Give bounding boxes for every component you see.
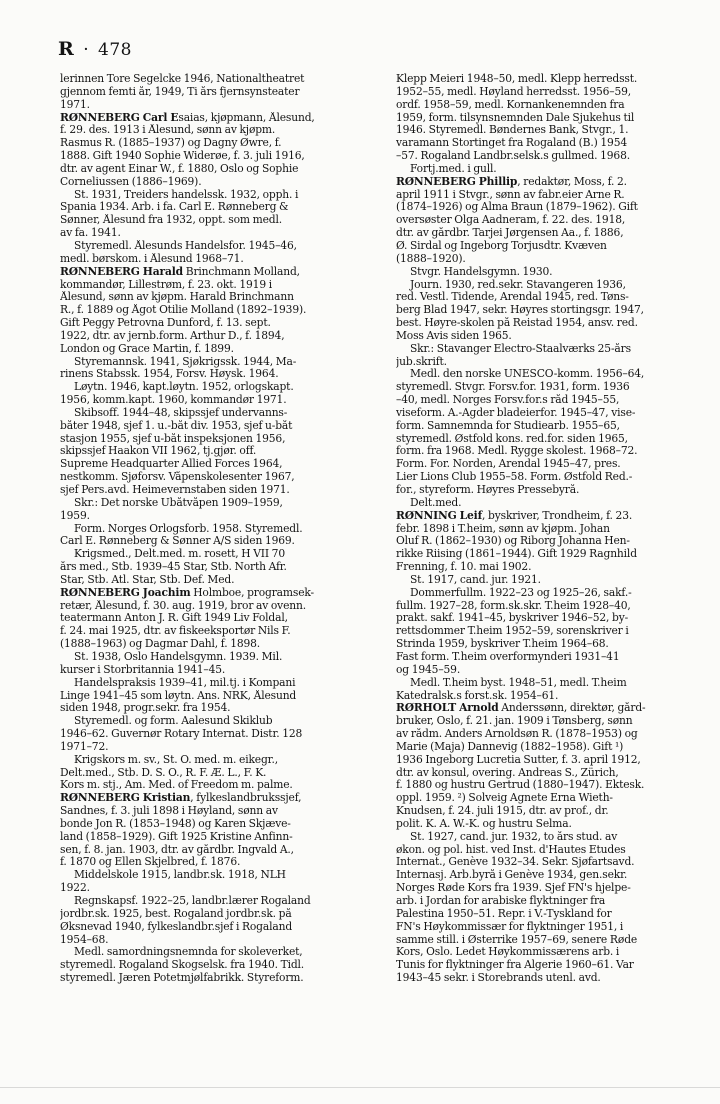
text-line bbox=[60, 150, 352, 163]
text-line bbox=[60, 433, 352, 446]
line-text: lerinnen Tore Segelcke 1946, Nationaltheatret bbox=[60, 73, 305, 85]
line-text: dtr. av konsul, overing. Andreas S., Zürich, bbox=[396, 766, 619, 779]
line-text: Rasmus R. (1885–1937) og Dagny Øwre, f. bbox=[60, 137, 282, 150]
text-line bbox=[396, 638, 688, 651]
line-text: styremedl. Rogaland Skogselsk. fra 1940. Tidl. bbox=[60, 959, 305, 972]
line-text: Styremedl. Ålesunds Handelsfor. 1945–46, bbox=[74, 239, 297, 252]
line-text: R., f. 1889 og Ågot Otilie Molland (1892–1939). bbox=[60, 304, 307, 317]
text-line bbox=[60, 664, 352, 677]
text-line bbox=[396, 279, 688, 292]
entry-start-line bbox=[396, 510, 688, 523]
line-text: sen, f. 8. jan. 1903, dtr. av gårdbr. Ingvald A., bbox=[60, 843, 294, 856]
text-line bbox=[60, 137, 352, 150]
entry-start-line bbox=[396, 176, 688, 189]
line-text: Kors, Oslo. Ledet Høykommissærens arb. i bbox=[396, 946, 620, 959]
line-text: ordf. 1958–59, medl. Kornankenemnden fra bbox=[396, 98, 625, 111]
line-text: Form. Norges Orlogsforb. 1958. Styremedl. bbox=[74, 522, 303, 535]
text-line bbox=[60, 908, 352, 921]
text-line bbox=[396, 356, 688, 369]
entry-start-line bbox=[60, 792, 352, 805]
line-text: nestkomm. Sjøforsv. Våpenskolesenter 1967, bbox=[60, 471, 295, 484]
entry-start-line bbox=[60, 112, 352, 125]
line-text: Moss Avis siden 1965. bbox=[396, 329, 512, 342]
page-number: 478 bbox=[98, 40, 132, 60]
line-text: prakt. sakf. 1941–45, byskriver 1946–52, by- bbox=[396, 612, 629, 625]
text-line bbox=[60, 548, 352, 561]
text-line bbox=[396, 291, 688, 304]
text-line bbox=[396, 253, 688, 266]
line-text: økon. og pol. hist. ved Inst. d'Hautes Etudes bbox=[396, 843, 626, 856]
text-line bbox=[60, 535, 352, 548]
line-text: (1874–1926) og Alma Braun (1879–1962). Gift bbox=[396, 201, 638, 214]
text-line bbox=[60, 304, 352, 317]
line-text: Knudsen, f. 24. juli 1915, dtr. av prof., dr. bbox=[396, 805, 609, 818]
text-line bbox=[396, 972, 688, 985]
text-line bbox=[396, 99, 688, 112]
line-text: form. Samnemnda for Studiearb. 1955–65, bbox=[396, 419, 620, 432]
line-text: medl. børskom. i Ålesund 1968–71. bbox=[60, 252, 244, 265]
text-line bbox=[60, 741, 352, 754]
line-text: St. 1931, Treiders handelssk. 1932, opph. i bbox=[74, 188, 299, 201]
line-text: varamann Stortinget fra Rogaland (B.) 1954 bbox=[396, 137, 628, 150]
text-line bbox=[396, 343, 688, 356]
text-line bbox=[60, 561, 352, 574]
line-text: arb. i Jordan for arabiske flyktninger fra bbox=[396, 895, 606, 907]
text-line bbox=[396, 908, 688, 921]
text-line bbox=[396, 805, 688, 818]
line-text: 1922. bbox=[60, 882, 90, 895]
entry-headword: RØNNEBERG Carl E bbox=[60, 111, 179, 124]
line-text: Corneliussen (1886–1969). bbox=[60, 175, 202, 188]
line-text: 1946. Styremedl. Bøndernes Bank, Stvgr., 1. bbox=[396, 124, 629, 137]
line-text: Carl E. Rønneberg & Sønner A/S siden 1969. bbox=[60, 535, 295, 548]
entry-headword: RØNNEBERG Harald bbox=[60, 265, 183, 278]
text-line bbox=[396, 728, 688, 741]
text-line bbox=[396, 921, 688, 934]
text-line bbox=[396, 754, 688, 767]
line-text: 1956, komm.kapt. 1960, kommandør 1971. bbox=[60, 394, 287, 407]
line-text: Stvgr. Handelsgymn. 1930. bbox=[410, 265, 553, 278]
line-text: Medl. T.heim byst. 1948–51, medl. T.heim bbox=[410, 676, 627, 689]
text-line bbox=[396, 407, 688, 420]
text-line bbox=[396, 574, 688, 587]
line-text: Skr.: Det norske Ubåtvåpen 1909–1959, bbox=[74, 496, 283, 509]
text-line bbox=[60, 253, 352, 266]
line-text: bonde Jon R. (1853–1948) og Karen Skjæve- bbox=[60, 817, 291, 830]
text-line bbox=[60, 279, 352, 292]
line-text: Frenning, f. 10. mai 1902. bbox=[396, 561, 532, 574]
line-text: 1936 Ingeborg Lucretia Sutter, f. 3. april 1912, bbox=[396, 753, 641, 766]
line-text: Journ. 1930, red.sekr. Stavangeren 1936, bbox=[410, 278, 626, 291]
line-text: Fortj.med. i gull. bbox=[410, 162, 497, 175]
text-line bbox=[60, 484, 352, 497]
text-line bbox=[396, 869, 688, 882]
line-text: samme still. i Østerrike 1957–69, senere Røde bbox=[396, 933, 638, 946]
text-line bbox=[60, 368, 352, 381]
entry-start-line bbox=[60, 587, 352, 600]
entry-start-line bbox=[396, 702, 688, 715]
text-line bbox=[60, 754, 352, 767]
text-line bbox=[60, 214, 352, 227]
header-separator: · bbox=[83, 40, 90, 60]
text-line bbox=[396, 535, 688, 548]
line-text: 1971. bbox=[60, 98, 90, 111]
line-text: form. fra 1968. Medl. Rygge skolest. 1968–72. bbox=[396, 445, 638, 458]
text-line bbox=[396, 625, 688, 638]
page-header bbox=[58, 38, 132, 60]
line-text: Medl. samordningsnemnda for skoleverket, bbox=[74, 946, 303, 959]
text-line bbox=[396, 690, 688, 703]
line-text: retær, Ålesund, f. 30. aug. 1919, bror av ovenn. bbox=[60, 599, 306, 612]
line-text: Holmboe, programsek- bbox=[190, 586, 314, 599]
section-letter: R bbox=[58, 38, 75, 60]
text-line bbox=[60, 523, 352, 536]
text-line bbox=[396, 86, 688, 99]
text-line bbox=[60, 240, 352, 253]
text-line bbox=[396, 381, 688, 394]
line-text: kurser i Storbritannia 1941–45. bbox=[60, 663, 226, 676]
entry-headword: RØRHOLT Arnold bbox=[396, 702, 499, 715]
text-line bbox=[396, 959, 688, 972]
text-line bbox=[396, 266, 688, 279]
line-text: av fa. 1941. bbox=[60, 227, 121, 240]
text-line bbox=[60, 176, 352, 189]
text-line bbox=[60, 445, 352, 458]
line-text: rikke Riising (1861–1944). Gift 1929 Ragnhild bbox=[396, 548, 637, 561]
text-line bbox=[60, 946, 352, 959]
text-line bbox=[396, 587, 688, 600]
text-line bbox=[396, 856, 688, 869]
line-text: f. 1880 og hustru Gertrud (1880–1947). Ektesk. bbox=[396, 779, 645, 792]
text-line bbox=[396, 677, 688, 690]
text-line bbox=[396, 330, 688, 343]
line-text: Skibsoff. 1944–48, skipssjef undervanns- bbox=[74, 406, 288, 419]
text-line bbox=[60, 407, 352, 420]
line-text: oversøster Olga Aadneram, f. 22. des. 1918, bbox=[396, 214, 626, 227]
text-line bbox=[60, 612, 352, 625]
line-text: red. Vestl. Tidende, Arendal 1945, red. Tøns- bbox=[396, 291, 629, 304]
text-line bbox=[60, 291, 352, 304]
text-line bbox=[396, 779, 688, 792]
text-line bbox=[396, 767, 688, 780]
text-line bbox=[60, 921, 352, 934]
text-line bbox=[396, 792, 688, 805]
text-line bbox=[60, 934, 352, 947]
text-line bbox=[60, 356, 352, 369]
line-text: St. 1917, cand. jur. 1921. bbox=[410, 573, 541, 586]
text-line bbox=[60, 831, 352, 844]
line-text: Lier Lions Club 1955–58. Form. Østfold Red.- bbox=[396, 471, 633, 484]
text-line bbox=[60, 458, 352, 471]
entry-start-line bbox=[60, 266, 352, 279]
text-line bbox=[396, 715, 688, 728]
text-line bbox=[60, 381, 352, 394]
line-text: bruker, Oslo, f. 21. jan. 1909 i Tønsberg, sønn bbox=[396, 715, 633, 728]
text-line bbox=[60, 510, 352, 523]
text-line bbox=[396, 240, 688, 253]
text-line bbox=[60, 638, 352, 651]
line-text: Norges Røde Kors fra 1939. Sjef FN's hjelpe- bbox=[396, 882, 631, 895]
line-text: , redaktør, Moss, f. 2. bbox=[517, 175, 627, 188]
line-text: viseform. A.-Agder bladeierfor. 1945–47, vise- bbox=[396, 406, 636, 419]
line-text: Middelskole 1915, landbr.sk. 1918, NLH bbox=[74, 869, 286, 882]
text-line bbox=[60, 394, 352, 407]
text-line bbox=[60, 767, 352, 780]
text-line bbox=[396, 600, 688, 613]
line-text: jordbr.sk. 1925, best. Rogaland jordbr.sk. på bbox=[60, 907, 292, 920]
text-line bbox=[60, 805, 352, 818]
line-text: 1922, dtr. av jernb.form. Arthur D., f. 1894, bbox=[60, 329, 285, 342]
text-line bbox=[396, 664, 688, 677]
line-text: Linge 1941–45 som løytn. Ans. NRK, Ålesund bbox=[60, 689, 297, 702]
text-line bbox=[60, 124, 352, 137]
line-text: Strinda 1959, byskriver T.heim 1964–68. bbox=[396, 638, 609, 651]
line-text: 1971–72. bbox=[60, 740, 109, 753]
line-text: Oluf R. (1862–1930) og Riborg Johanna Hen- bbox=[396, 535, 630, 548]
line-text: rinens Stabssk. 1954, Forsv. Høysk. 1964. bbox=[60, 368, 279, 381]
left-column bbox=[60, 73, 352, 985]
line-text: 1943–45 sekr. i Storebrands utenl. avd. bbox=[396, 972, 601, 985]
line-text: , byskriver, Trondheim, f. 23. bbox=[482, 509, 633, 522]
text-line bbox=[60, 189, 352, 202]
text-line bbox=[60, 869, 352, 882]
line-text: av rådm. Anders Arnoldsøn R. (1878–1953) og bbox=[396, 728, 638, 741]
line-text: Klepp Meieri 1948–50, medl. Klepp herredsst. bbox=[396, 73, 638, 85]
line-text: Brinchmann Molland, bbox=[183, 265, 300, 278]
text-line bbox=[396, 420, 688, 433]
line-text: Ø. Sirdal og Ingeborg Torjusdtr. Kvæven bbox=[396, 239, 607, 252]
line-text: Dommerfullm. 1922–23 og 1925–26, sakf.- bbox=[410, 586, 632, 599]
text-line bbox=[60, 163, 352, 176]
line-text: Handelspraksis 1939–41, mil.tj. i Kompani bbox=[74, 676, 296, 689]
line-text: 1952–55, medl. Høyland herredsst. 1956–59, bbox=[396, 85, 632, 98]
text-line bbox=[60, 882, 352, 895]
text-line bbox=[60, 600, 352, 613]
line-text: Gift Peggy Petrovna Dunford, f. 13. sept. bbox=[60, 317, 271, 330]
line-text: berg Blad 1947, sekr. Høyres stortingsgr. 1947, bbox=[396, 304, 644, 317]
text-line bbox=[396, 844, 688, 857]
line-text: Delt.med. bbox=[410, 496, 462, 509]
text-line bbox=[60, 715, 352, 728]
line-text: St. 1938, Oslo Handelsgymn. 1939. Mil. bbox=[74, 650, 283, 663]
line-text: styremedl. Jæren Potetmjølfabrikk. Styreform. bbox=[60, 972, 304, 985]
line-text: land (1858–1929). Gift 1925 Kristine Anfinn- bbox=[60, 830, 293, 843]
text-line bbox=[396, 214, 688, 227]
line-text: Krigskors m. sv., St. O. med. m. eikegr., bbox=[74, 753, 278, 766]
text-line bbox=[60, 497, 352, 510]
line-text: og 1945–59. bbox=[396, 663, 461, 676]
text-line bbox=[396, 523, 688, 536]
line-text: teatermann Anton J. R. Gift 1949 Liv Foldal, bbox=[60, 612, 288, 625]
text-line bbox=[60, 99, 352, 112]
text-line bbox=[396, 612, 688, 625]
line-text: kommandør, Lillestrøm, f. 23. okt. 1919 i bbox=[60, 278, 272, 291]
line-text: , fylkeslandbrukssjef, bbox=[190, 792, 302, 805]
line-text: skipssjef Haakon VII 1962, tj.gjør. off. bbox=[60, 445, 257, 458]
text-line bbox=[60, 690, 352, 703]
text-line bbox=[396, 304, 688, 317]
line-text: 1946–62. Guvernør Rotary Internat. Distr. 128 bbox=[60, 728, 303, 741]
text-line bbox=[396, 818, 688, 831]
text-line bbox=[60, 317, 352, 330]
text-line bbox=[396, 882, 688, 895]
text-line bbox=[396, 934, 688, 947]
line-text: Star, Stb. Atl. Star, Stb. Def. Med. bbox=[60, 573, 235, 586]
line-text: St. 1927, cand. jur. 1932, to års stud. av bbox=[410, 830, 618, 843]
line-text: Marie (Maja) Dannevig (1882–1958). Gift ¹) bbox=[396, 740, 624, 753]
line-text: Sandnes, f. 3. juli 1898 i Høyland, sønn av bbox=[60, 805, 278, 818]
text-line bbox=[396, 394, 688, 407]
text-line bbox=[60, 959, 352, 972]
line-text: Palestina 1950–51. Repr. i V.-Tyskland for bbox=[396, 907, 612, 920]
line-text: båter 1948, sjef 1. u.-båt div. 1953, sjef u-båt bbox=[60, 419, 293, 432]
line-text: Anderssønn, direktør, gård- bbox=[498, 702, 646, 715]
line-text: styremedl. Østfold kons. red.for. siden 1965, bbox=[396, 432, 628, 445]
text-line bbox=[60, 86, 352, 99]
line-text: polit. K. A. W.-K. og hustru Selma. bbox=[396, 817, 572, 830]
line-text: fullm. 1927–28, form.sk.skr. T.heim 1928–40, bbox=[396, 599, 631, 612]
text-line bbox=[60, 818, 352, 831]
text-line bbox=[60, 625, 352, 638]
text-line bbox=[60, 343, 352, 356]
text-line bbox=[60, 779, 352, 792]
line-text: oppl. 1959. ²) Solveig Agnete Erna Wieth- bbox=[396, 792, 613, 805]
text-line bbox=[60, 856, 352, 869]
text-line bbox=[396, 445, 688, 458]
text-line bbox=[396, 651, 688, 664]
page-bottom-rule bbox=[0, 1087, 720, 1090]
text-line bbox=[396, 741, 688, 754]
line-text: Katedralsk.s forst.sk. 1954–61. bbox=[396, 689, 559, 702]
text-line bbox=[396, 137, 688, 150]
line-text: april 1911 i Stvgr., sønn av fabr.eier Arne R. bbox=[396, 188, 625, 201]
line-text: for., styreform. Høyres Pressebyrå. bbox=[396, 484, 580, 496]
text-line bbox=[60, 728, 352, 741]
line-text: Løytn. 1946, kapt.løytn. 1952, orlogskapt. bbox=[74, 381, 294, 394]
line-text: Internat., Genève 1932–34. Sekr. Sjøfartsavd. bbox=[396, 856, 635, 869]
line-text: febr. 1898 i T.heim, sønn av kjøpm. Johan bbox=[396, 522, 610, 535]
line-text: Form. For. Norden, Arendal 1945–47, pres. bbox=[396, 458, 621, 471]
line-text: Internasj. Arb.byrå i Genève 1934, gen.sekr. bbox=[396, 869, 628, 882]
line-text: års med., Stb. 1939–45 Star, Stb. North Afr. bbox=[60, 561, 287, 574]
text-line bbox=[396, 458, 688, 471]
text-line bbox=[60, 73, 352, 86]
entry-headword: RØNNEBERG Kristian bbox=[60, 792, 191, 805]
text-line bbox=[60, 651, 352, 664]
line-text: sjef Pers.avd. Heimevernstaben siden 1971. bbox=[60, 484, 290, 496]
text-line bbox=[396, 497, 688, 510]
text-line bbox=[60, 844, 352, 857]
entry-headword: RØNNEBERG Phillip bbox=[396, 175, 518, 188]
line-text: f. 24. mai 1925, dtr. av fiskeeksportør Nils F. bbox=[60, 625, 291, 638]
text-line bbox=[396, 484, 688, 497]
text-line bbox=[60, 201, 352, 214]
text-line bbox=[396, 561, 688, 574]
text-line bbox=[396, 189, 688, 202]
line-text: Supreme Headquarter Allied Forces 1964, bbox=[60, 458, 283, 471]
line-text: Spania 1934. Arb. i fa. Carl E. Rønneberg & bbox=[60, 201, 289, 214]
line-text: –40, medl. Norges Forsv.for.s råd 1945–55, bbox=[396, 394, 620, 407]
line-text: 1959, form. tilsynsnemnden Dale Sjukehus til bbox=[396, 111, 635, 124]
text-line bbox=[396, 368, 688, 381]
text-line bbox=[60, 895, 352, 908]
line-text: Skr.: Stavanger Electro-Staalværks 25-års bbox=[410, 342, 631, 355]
line-text: Styremedl. og form. Aalesund Skiklub bbox=[74, 715, 273, 728]
text-line bbox=[60, 471, 352, 484]
line-text: dtr. av agent Einar W., f. 1880, Oslo og Sophie bbox=[60, 162, 299, 175]
line-text: FN's Høykommissær for flyktninger 1951, i bbox=[396, 920, 624, 933]
text-line bbox=[60, 227, 352, 240]
line-text: Øksnevad 1940, fylkeslandbr.sjef i Rogaland bbox=[60, 920, 293, 933]
text-line bbox=[396, 317, 688, 330]
text-line bbox=[396, 150, 688, 163]
line-text: Kors m. stj., Am. Med. of Freedom m. palme. bbox=[60, 779, 293, 792]
entry-headword: RØNNEBERG Joachim bbox=[60, 586, 191, 599]
line-text: Regnskapsf. 1922–25, landbr.lærer Rogaland bbox=[74, 895, 311, 907]
line-text: Tunis for flyktninger fra Algerie 1960–61. Var bbox=[396, 959, 634, 972]
text-line bbox=[60, 574, 352, 587]
line-text: 1954–68. bbox=[60, 933, 109, 946]
line-text: saias, kjøpmann, Ålesund, bbox=[178, 111, 315, 124]
line-text: 1888. Gift 1940 Sophie Widerøe, f. 3. juli 1916, bbox=[60, 150, 305, 163]
line-text: –57. Rogaland Landbr.selsk.s gullmed. 1968. bbox=[396, 150, 630, 163]
text-line bbox=[396, 124, 688, 137]
line-text: London og Grace Martin, f. 1899. bbox=[60, 342, 234, 355]
text-line bbox=[60, 677, 352, 690]
text-line bbox=[60, 330, 352, 343]
right-column bbox=[396, 73, 688, 985]
line-text: Styremannsk. 1941, Sjøkrigssk. 1944, Ma- bbox=[74, 355, 297, 368]
text-line bbox=[396, 112, 688, 125]
line-text: dtr. av gårdbr. Tarjei Jørgensen Aa., f. 1886, bbox=[396, 227, 624, 240]
text-line bbox=[396, 895, 688, 908]
line-text: f. 1870 og Ellen Skjelbred, f. 1876. bbox=[60, 856, 241, 869]
text-line bbox=[396, 946, 688, 959]
line-text: jub.skrift. bbox=[396, 355, 447, 368]
line-text: siden 1948, progr.sekr. fra 1954. bbox=[60, 702, 231, 715]
line-text: Medl. den norske UNESCO-komm. 1956–64, bbox=[410, 368, 645, 381]
text-line bbox=[60, 702, 352, 715]
text-line bbox=[396, 548, 688, 561]
line-text: f. 29. des. 1913 i Ålesund, sønn av kjøpm. bbox=[60, 124, 276, 137]
text-line bbox=[396, 201, 688, 214]
line-text: rettsdommer T.heim 1952–59, sorenskriver i bbox=[396, 625, 629, 638]
line-text: gjennom femti år, 1949, Ti års fjernsynsteater bbox=[60, 85, 300, 98]
line-text: best. Høyre-skolen på Reistad 1954, ansv. red. bbox=[396, 317, 638, 330]
line-text: (1888–1963) og Dagmar Dahl, f. 1898. bbox=[60, 638, 261, 651]
line-text: Krigsmed., Delt.med. m. rosett, H VII 70 bbox=[74, 548, 285, 561]
text-line bbox=[396, 433, 688, 446]
line-text: 1959. bbox=[60, 509, 90, 522]
line-text: stasjon 1955, sjef u-båt inspeksjonen 1956, bbox=[60, 432, 286, 445]
entry-headword: RØNNING Leif bbox=[396, 509, 483, 522]
line-text: Sønner, Ålesund fra 1932, oppt. som medl. bbox=[60, 214, 282, 227]
text-line bbox=[60, 420, 352, 433]
line-text: Ålesund, sønn av kjøpm. Harald Brinchmann bbox=[60, 291, 294, 304]
text-line bbox=[396, 163, 688, 176]
text-line bbox=[396, 831, 688, 844]
text-line bbox=[60, 972, 352, 985]
line-text: (1888–1920). bbox=[396, 252, 466, 265]
text-line bbox=[396, 471, 688, 484]
line-text: styremedl. Stvgr. Forsv.for. 1931, form. 1936 bbox=[396, 381, 630, 394]
line-text: Delt.med., Stb. D. S. O., R. F. Æ. L., F. K. bbox=[60, 766, 267, 779]
line-text: Fast form. T.heim overformynderi 1931–41 bbox=[396, 650, 620, 663]
text-line bbox=[396, 227, 688, 240]
text-line bbox=[396, 73, 688, 86]
